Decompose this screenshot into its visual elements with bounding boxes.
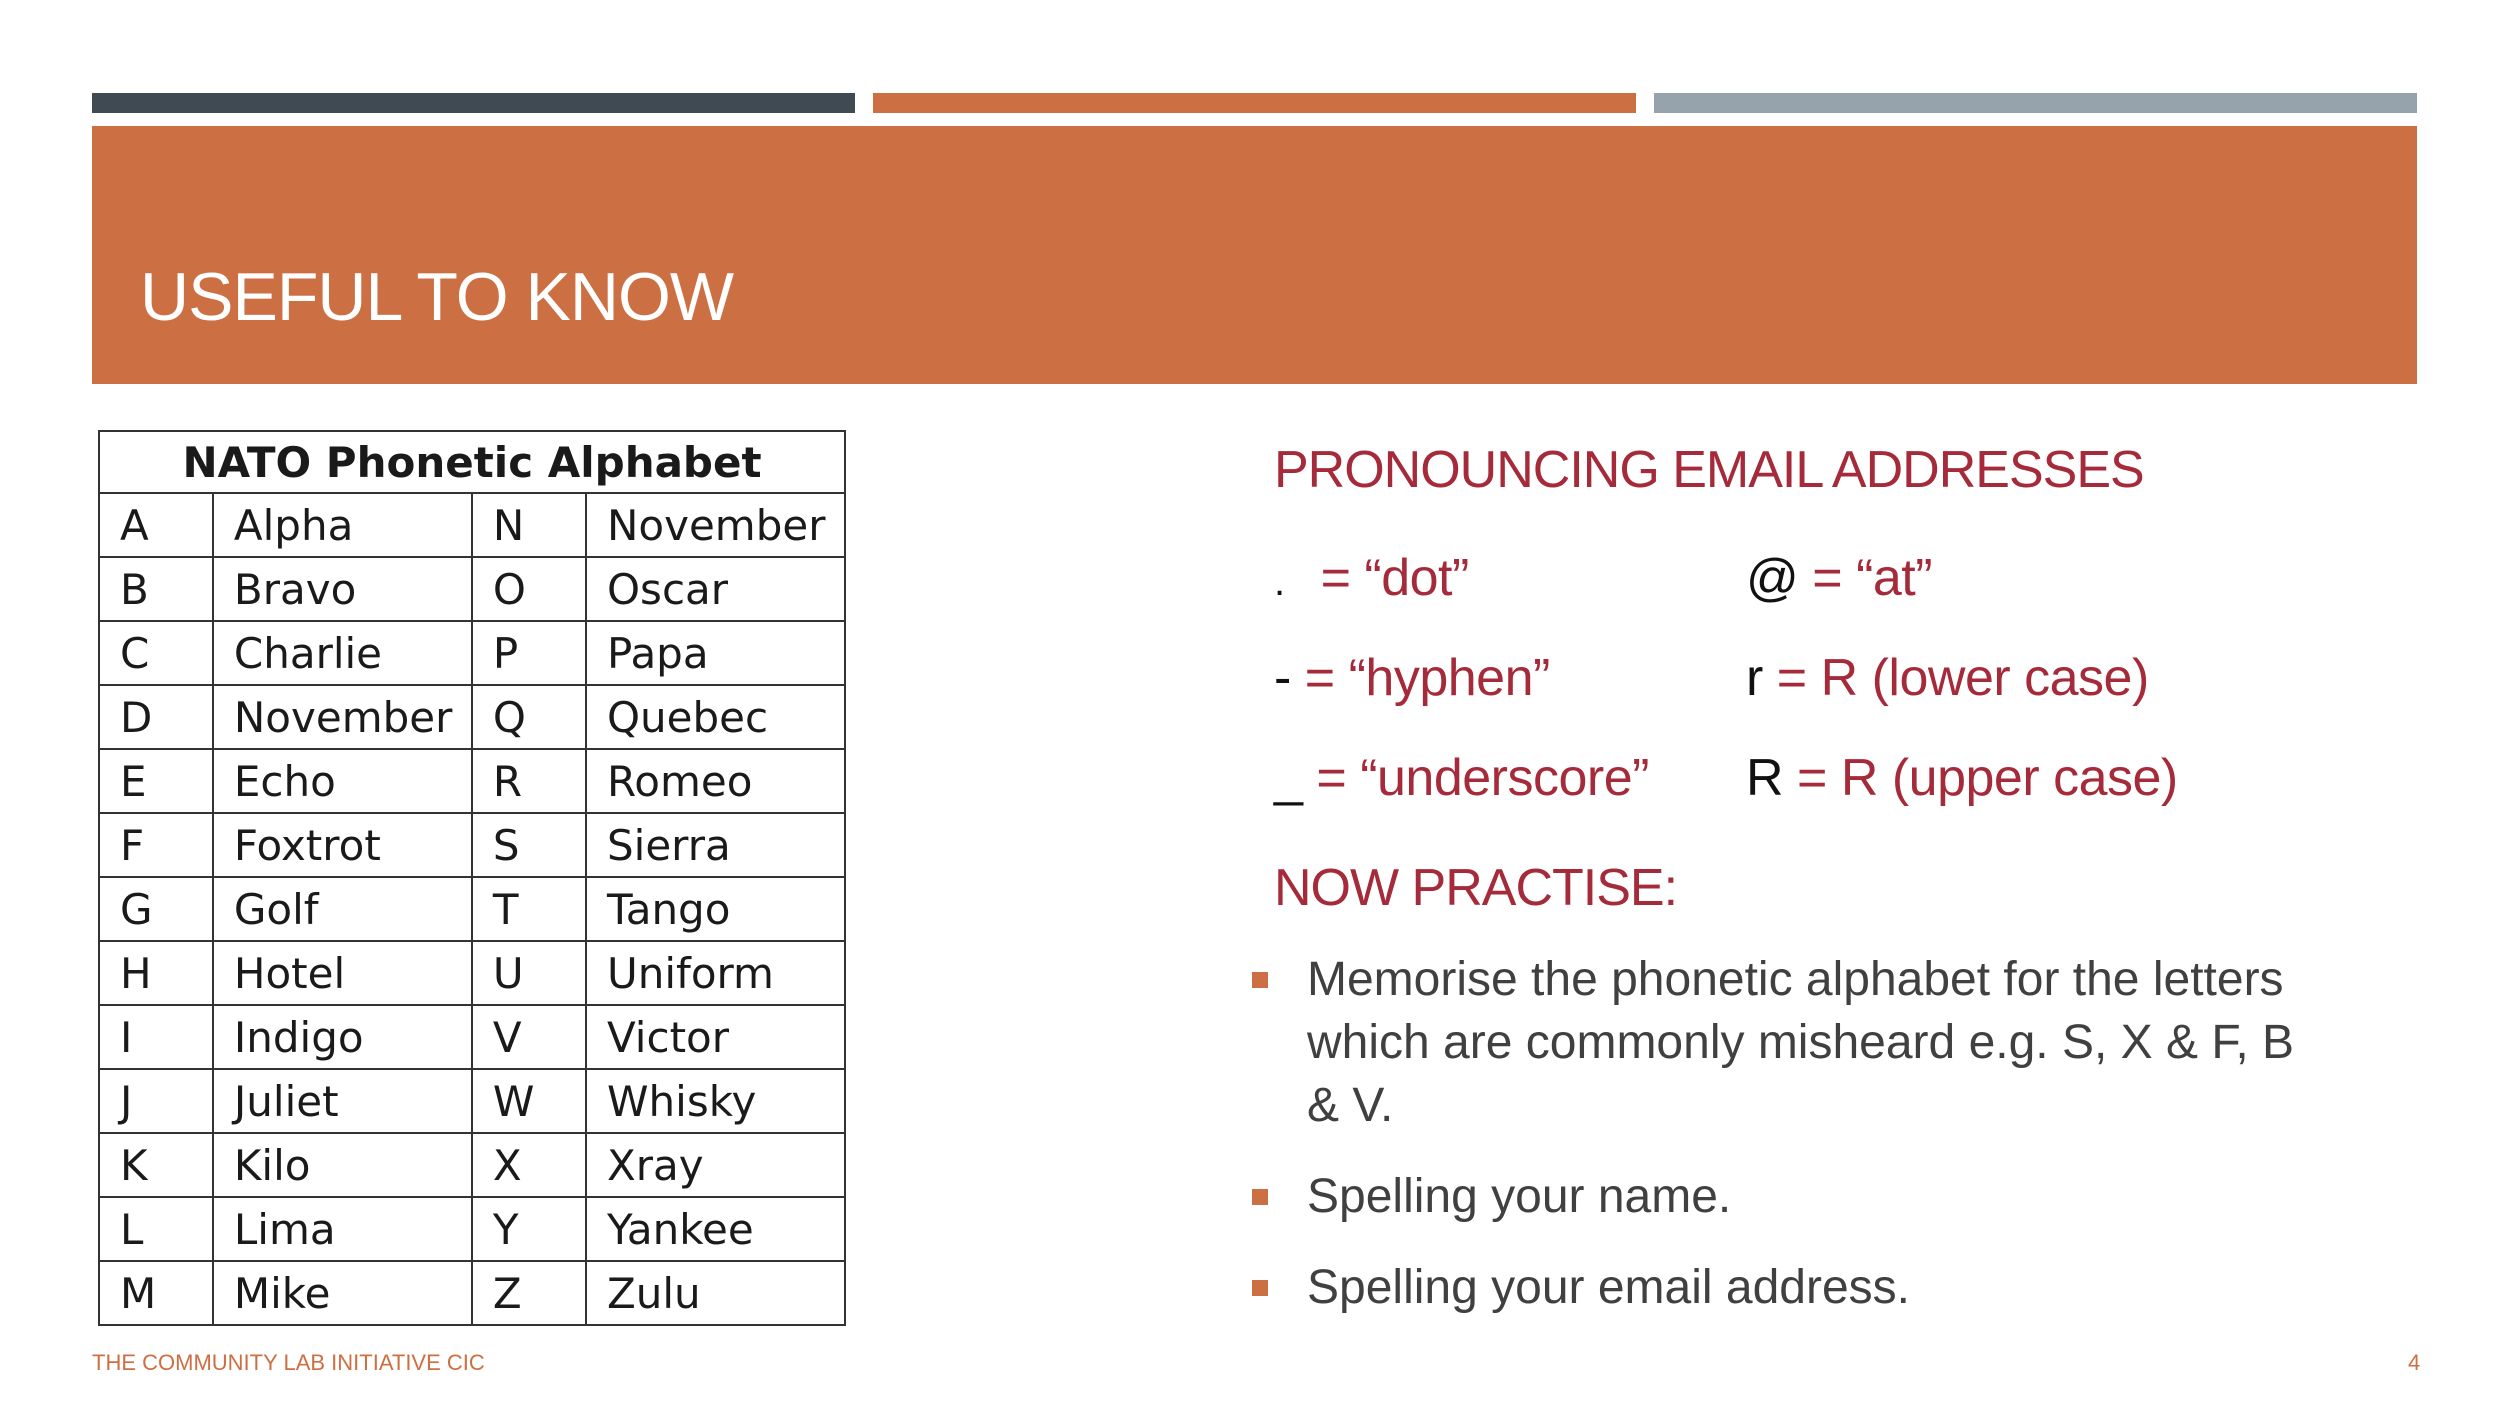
codeword-cell: November (213, 685, 472, 749)
slide-title: USEFUL TO KNOW (140, 259, 734, 335)
table-title: NATO Phonetic Alphabet (99, 431, 845, 493)
codeword-cell: Xray (586, 1133, 845, 1197)
codeword-cell: Quebec (586, 685, 845, 749)
letter-cell: K (99, 1133, 213, 1197)
table-row (99, 1005, 845, 1069)
email-section-heading: PRONOUNCING EMAIL ADDRESSES (1274, 441, 2144, 499)
rule-symbol: . (1274, 560, 1285, 604)
codeword-cell: Bravo (213, 557, 472, 621)
practise-heading: NOW PRACTISE: (1274, 859, 1678, 917)
codeword-cell: November (586, 493, 845, 557)
letter-cell: P (472, 621, 586, 685)
table-row (99, 941, 845, 1005)
table-row (99, 813, 845, 877)
table-row (99, 1197, 845, 1261)
rule-hyphen (1274, 648, 1550, 708)
rule-underscore (1274, 748, 1649, 808)
rule-lowercase-r (1746, 648, 2149, 708)
codeword-cell: Yankee (586, 1197, 845, 1261)
codeword-cell: Juliet (213, 1069, 472, 1133)
codeword-cell: Whisky (586, 1069, 845, 1133)
list-item-text: Spelling your email address. (1307, 1261, 1910, 1314)
rule-at (1746, 548, 1932, 608)
codeword-cell: Hotel (213, 941, 472, 1005)
table-row (99, 493, 845, 557)
letter-cell: N (472, 493, 586, 557)
letter-cell: D (99, 685, 213, 749)
table-row (99, 1133, 845, 1197)
codeword-cell: Zulu (586, 1261, 845, 1325)
rule-meaning: = R (lower case) (1776, 649, 2149, 707)
codeword-cell: Foxtrot (213, 813, 472, 877)
table-row (99, 749, 845, 813)
codeword-cell: Lima (213, 1197, 472, 1261)
letter-cell: L (99, 1197, 213, 1261)
letter-cell: A (99, 493, 213, 557)
square-bullet-icon (1252, 1280, 1268, 1296)
list-item (1245, 1256, 2325, 1319)
square-bullet-icon (1252, 1189, 1268, 1205)
accent-bar-orange (873, 93, 1636, 113)
codeword-cell: Indigo (213, 1005, 472, 1069)
practise-list (1245, 948, 2325, 1347)
codeword-cell: Oscar (586, 557, 845, 621)
accent-bar-dark (92, 93, 855, 113)
letter-cell: I (99, 1005, 213, 1069)
letter-cell: M (99, 1261, 213, 1325)
rule-meaning: = “at” (1812, 549, 1933, 607)
nato-phonetic-table (98, 430, 846, 1326)
codeword-cell: Sierra (586, 813, 845, 877)
footer-organisation: THE COMMUNITY LAB INITIATIVE CIC (92, 1350, 485, 1375)
rule-uppercase-r (1746, 748, 2178, 808)
rule-meaning: = “dot” (1320, 549, 1469, 607)
table-row (99, 685, 845, 749)
codeword-cell: Kilo (213, 1133, 472, 1197)
letter-cell: O (472, 557, 586, 621)
codeword-cell: Mike (213, 1261, 472, 1325)
letter-cell: V (472, 1005, 586, 1069)
title-band (92, 126, 2417, 384)
rule-symbol: - (1274, 649, 1291, 707)
letter-cell: J (99, 1069, 213, 1133)
letter-cell: U (472, 941, 586, 1005)
codeword-cell: Echo (213, 749, 472, 813)
accent-bar-grey (1654, 93, 2417, 113)
list-item (1245, 948, 2325, 1137)
rule-meaning: = R (upper case) (1797, 749, 2178, 807)
table-body (99, 493, 845, 1325)
letter-cell: T (472, 877, 586, 941)
codeword-cell: Papa (586, 621, 845, 685)
rule-meaning: = “underscore” (1316, 749, 1649, 807)
rule-symbol: @ (1746, 549, 1799, 607)
letter-cell: H (99, 941, 213, 1005)
codeword-cell: Victor (586, 1005, 845, 1069)
letter-cell: B (99, 557, 213, 621)
letter-cell: F (99, 813, 213, 877)
table-row (99, 1069, 845, 1133)
list-item-text: Memorise the phonetic alphabet for the letters which are commonly misheard e.g. S, X & F, B & V. (1307, 953, 2295, 1132)
list-item-text: Spelling your name. (1307, 1170, 1732, 1223)
rule-meaning: = “hyphen” (1304, 649, 1550, 707)
table-row (99, 877, 845, 941)
codeword-cell: Alpha (213, 493, 472, 557)
letter-cell: E (99, 749, 213, 813)
letter-cell: W (472, 1069, 586, 1133)
square-bullet-icon (1252, 972, 1268, 988)
letter-cell: S (472, 813, 586, 877)
codeword-cell: Romeo (586, 749, 845, 813)
list-item (1245, 1165, 2325, 1228)
table-row (99, 621, 845, 685)
letter-cell: Q (472, 685, 586, 749)
rule-symbol: _ (1274, 749, 1303, 807)
page-number: 4 (2408, 1350, 2421, 1375)
codeword-cell: Golf (213, 877, 472, 941)
letter-cell: R (472, 749, 586, 813)
letter-cell: C (99, 621, 213, 685)
codeword-cell: Tango (586, 877, 845, 941)
letter-cell: Z (472, 1261, 586, 1325)
rule-symbol: r (1746, 649, 1763, 707)
table-row (99, 1261, 845, 1325)
table-row (99, 557, 845, 621)
letter-cell: X (472, 1133, 586, 1197)
codeword-cell: Uniform (586, 941, 845, 1005)
rule-dot (1274, 548, 1469, 608)
letter-cell: Y (472, 1197, 586, 1261)
letter-cell: G (99, 877, 213, 941)
table-header-row (99, 431, 845, 493)
rule-symbol: R (1746, 749, 1784, 807)
codeword-cell: Charlie (213, 621, 472, 685)
